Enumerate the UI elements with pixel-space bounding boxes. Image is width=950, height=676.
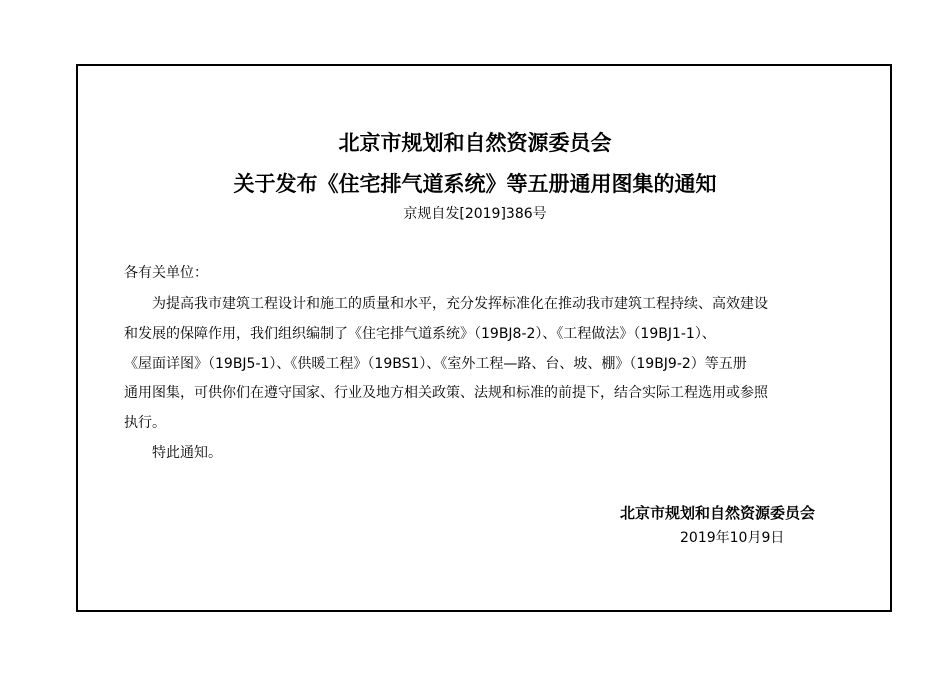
signature-organization: 北京市规划和自然资源委员会 bbox=[620, 504, 816, 522]
closing-remark: 特此通知。 bbox=[152, 445, 222, 461]
body-line-1: 为提高我市建筑工程设计和施工的质量和水平，充分发挥标准化在推动我市建筑工程持续、高效建设 bbox=[152, 296, 768, 312]
body-line-2: 和发展的保障作用，我们组织编制了《住宅排气道系统》（19BJ8-2）、《工程做法》（19BJ1-1）、 bbox=[124, 326, 716, 342]
body-line-5: 执行。 bbox=[124, 415, 166, 431]
body-line-3: 《屋面详图》（19BJ5-1）、《供暖工程》（19BS1）、《室外工程—路、台、坡、棚》（19BJ9-2）等五册 bbox=[124, 356, 747, 372]
title-subject: 关于发布《住宅排气道系统》等五册通用图集的通知 bbox=[233, 172, 717, 196]
signature-date: 2019年10月9日 bbox=[680, 530, 785, 546]
salutation: 各有关单位： bbox=[124, 265, 208, 281]
body-line-4: 通用图集，可供你们在遵守国家、行业及地方相关政策、法规和标准的前提下，结合实际工程选用或参照 bbox=[124, 385, 768, 401]
document-number: 京规自发[2019]386号 bbox=[403, 206, 547, 222]
title-issuer: 北京市规划和自然资源委员会 bbox=[338, 131, 612, 155]
